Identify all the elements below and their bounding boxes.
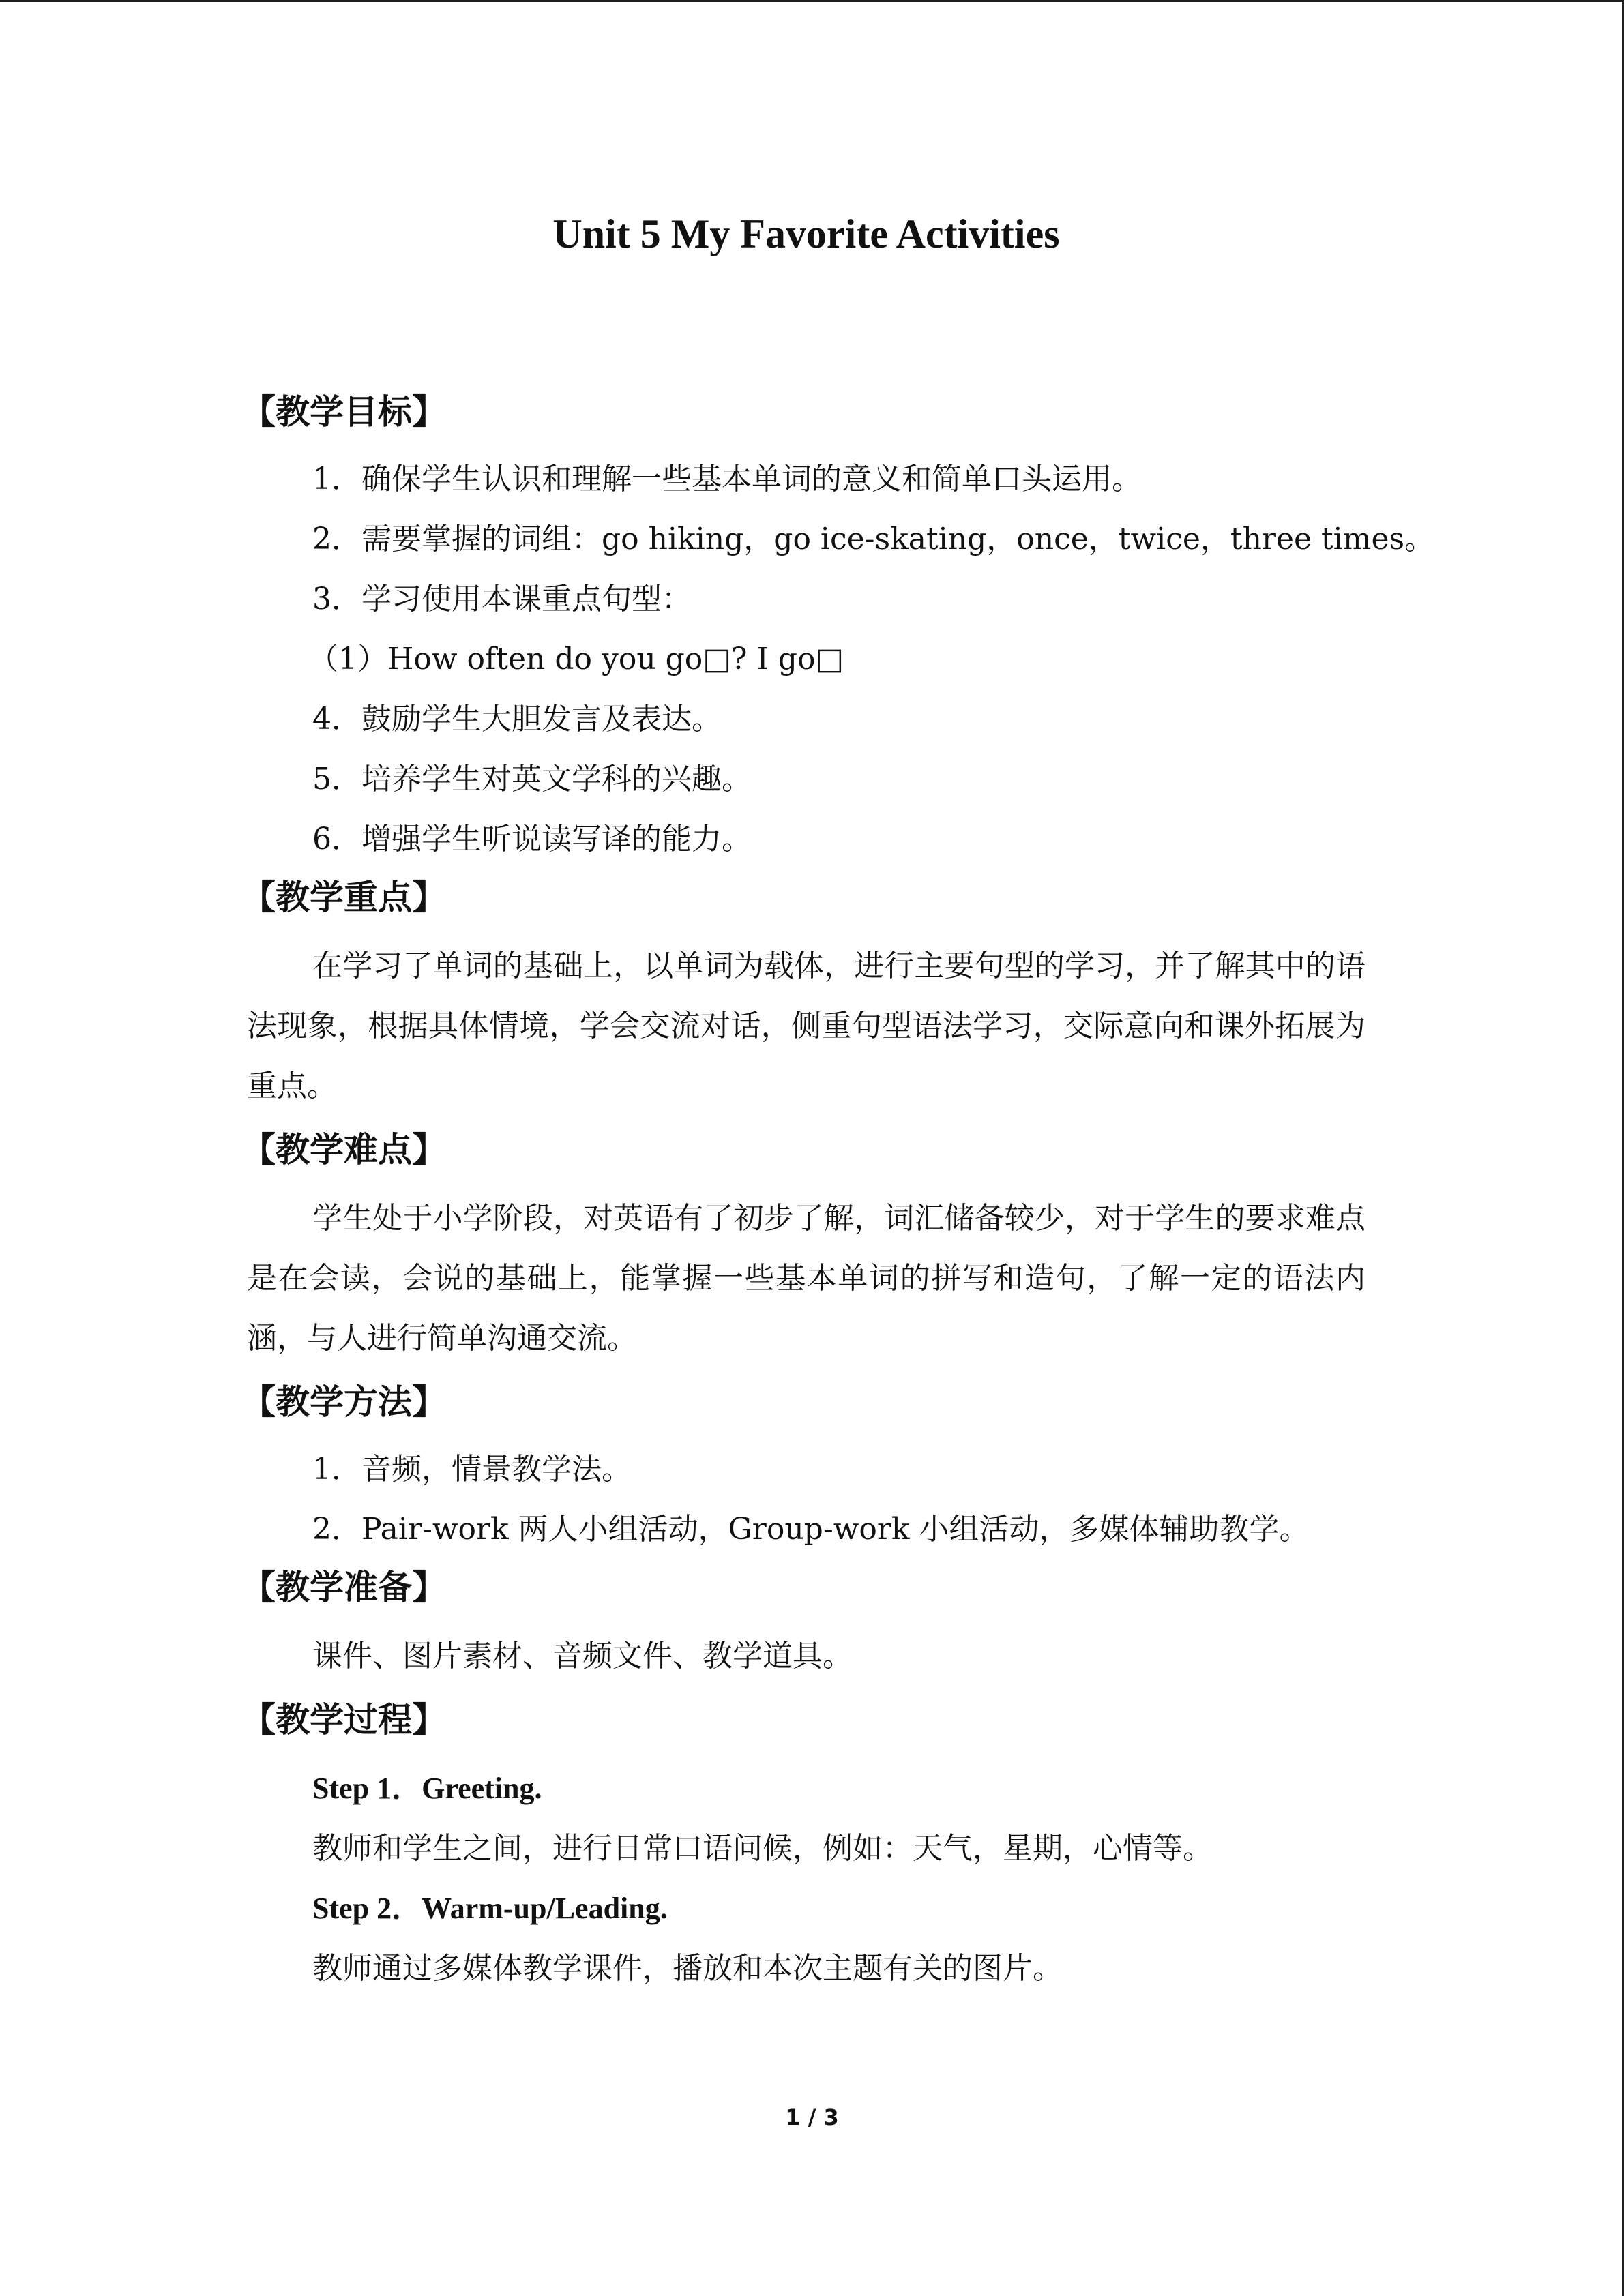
page-number: 1 / 3 <box>785 2104 839 2130</box>
section-heading: 【教学准备】 <box>241 1568 446 1607</box>
list-item: 2．Pair-work 两人小组活动，Group-work 小组活动，多媒体辅助教学。 <box>312 1512 1310 1547</box>
section-paragraph: 课件、图片素材、音频文件、教学道具。 <box>312 1639 853 1673</box>
section-heading: 【教学目标】 <box>241 392 446 432</box>
section-heading: 【教学方法】 <box>241 1382 446 1422</box>
step-title: Step 2．Warm-up/Leading. <box>312 1892 668 1925</box>
goal-list <box>247 449 1435 869</box>
list-item: 1．确保学生认识和理解一些基本单词的意义和简单口头运用。 <box>312 462 1142 496</box>
section-teaching-focus <box>241 869 1365 1116</box>
section-heading: 【教学难点】 <box>241 1130 446 1169</box>
list-sub-item: （1）How often do you go□? I go□ <box>308 642 844 676</box>
section-teaching-process <box>241 1692 1365 1999</box>
step-body: 教师和学生之间，进行日常口语问候，例如：天气，星期，心情等。 <box>312 1831 1213 1866</box>
list-item: 6．增强学生听说读写译的能力。 <box>312 822 752 856</box>
section-heading: 【教学过程】 <box>241 1700 446 1740</box>
section-teaching-difficulty <box>241 1122 1365 1369</box>
section-teaching-goals <box>241 384 1435 869</box>
method-list <box>247 1440 1365 1560</box>
document-content <box>241 207 1435 1999</box>
document-title: Unit 5 My Favorite Activities <box>552 211 1060 256</box>
list-item: 4．鼓励学生大胆发言及表达。 <box>312 702 722 736</box>
list-item: 5．培养学生对英文学科的兴趣。 <box>312 762 752 796</box>
section-teaching-methods <box>241 1374 1365 1560</box>
step-body: 教师通过多媒体教学课件，播放和本次主题有关的图片。 <box>312 1951 1063 1986</box>
list-item: 1．音频，情景教学法。 <box>312 1452 632 1487</box>
section-teaching-preparation <box>241 1560 1365 1686</box>
section-heading: 【教学重点】 <box>241 878 446 917</box>
list-item: 2．需要掌握的词组：go hiking，go ice-skating，once，twice，three times。 <box>312 522 1435 556</box>
section-paragraph: 学生处于小学阶段，对英语有了初步了解，词汇储备较少，对于学生的要求难点是在会读，会说的基础上，能掌握一些基本单词的拼写和造句，了解一定的语法内涵，与人进行简单沟通交流。 <box>247 1201 1365 1356</box>
list-item: 3．学习使用本课重点句型： <box>312 582 692 616</box>
section-paragraph: 在学习了单词的基础上，以单词为载体，进行主要句型的学习，并了解其中的语法现象，根据具体情境，学会交流对话，侧重句型语法学习，交际意向和课外拓展为重点。 <box>247 949 1365 1103</box>
step-title: Step 1．Greeting. <box>312 1772 542 1805</box>
